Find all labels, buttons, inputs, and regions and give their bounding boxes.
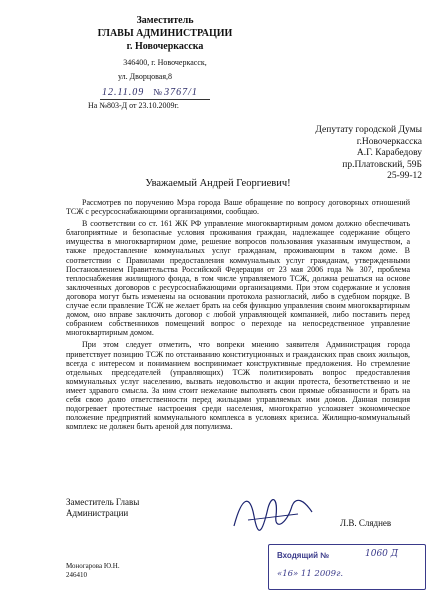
- stamp-date: «16» 11 2009г.: [277, 569, 344, 579]
- addressee-line: 25-99-12: [387, 171, 422, 181]
- registration-date: 12.11.09: [102, 87, 145, 98]
- letter-body: [66, 198, 410, 434]
- body-paragraph: При этом следует отметить, что вопреки мнению заявителя Администрация города приветствует позицию ТСЖ по отстаиванию конституционных и гражданских прав своих жильцов, всегда с интересом и пониманием воспринимает конструктивные предложения. Но стремление отдельных председателей (управляющих) ТСЖ политизировать вопрос предоставления коммунальных услуг населению, вызвать недовольство и акции протеста, безответственно и не имеет здравого смысла. За ним стоит нежелание выполнять свои прямые обязанности и брать на себя свою долю ответственности перед жильцами управляемых ими домов. Данная позиция подогревает протестные настроения среди населения, многократно усложняет экономическое положение предприятий коммунального комплекса в условиях кризиса. Жилищно-коммунальный комплекс не должен быть ареной для популизма.: [66, 340, 410, 432]
- body-paragraph: В соответствии со ст. 161 ЖК РФ управление многоквартирным домом должно обеспечивать благоприятные и безопасные условия проживания граждан, надлежащее содержание общего имущества в многоквартирном доме, решение вопросов пользования указанным имуществом, а также предоставление коммунальных услуг гражданам, проживающим в таком доме. В соответствии с Правилами предоставления коммунальных услуг гражданам, утвержденными Постановлением Правительства Российской Федерации от 23 мая 2006 года № 307, проблема теплоснабжения жилищного фонда, в том числе управляемого ТСЖ, должна решаться на основе заключенных договоров с ресурсоснабжающими организациями. При этом содержание и условия договора могут быть изменены на основании протокола разногласий, либо в судебном порядке. В случае если правление ТСЖ не желает брать на себя функцию управления своим многоквартирным домом, оно вправе заключить договор с любой управляющей компанией, либо поставить перед собранием собственников помещений вопрос о переходе на непосредственное управление многоквартирным домом.: [66, 219, 410, 338]
- body-paragraph: Рассмотрев по поручению Мэра города Ваше обращение по вопросу договорных отношений ТСЖ с ресурсоснабжающими организациями, сообщаю.: [66, 198, 410, 217]
- letterhead-address-line1: 346400, г. Новочеркасск,: [123, 58, 207, 67]
- letterhead-title-line2: ГЛАВЫ АДМИНИСТРАЦИИ: [97, 28, 233, 39]
- letterhead-street: ул. Дворцовая,8: [118, 72, 173, 81]
- letterhead-address: [60, 57, 270, 68]
- incoming-stamp: [268, 544, 426, 590]
- registration-number-prefix: №: [153, 87, 162, 97]
- addressee-block: [262, 125, 422, 183]
- letterhead: [60, 14, 270, 67]
- addressee-line: г.Новочеркасска: [356, 136, 422, 147]
- registration-underline: [100, 99, 210, 100]
- signatory-title-line1: Заместитель Главы: [66, 497, 140, 507]
- letterhead-title-line1: Заместитель: [136, 15, 194, 26]
- stamp-number: 1060 Д: [365, 549, 399, 559]
- signatory-title-line2: Администрации: [66, 508, 129, 518]
- executor-phone: 246410: [66, 571, 87, 579]
- registration-handwritten: [102, 87, 198, 98]
- registration-number: 3767/1: [164, 87, 198, 98]
- addressee-line: пр.Платовский, 59Б: [342, 159, 422, 170]
- handwritten-signature: [228, 486, 318, 536]
- letterhead-title-line3: г. Новочеркасска: [126, 41, 204, 52]
- stamp-label: Входящий №: [277, 551, 330, 560]
- greeting: Уважаемый Андрей Георгиевич!: [145, 178, 291, 189]
- executor-info: [66, 562, 120, 580]
- executor-name: Моногарова Ю.Н.: [66, 562, 120, 570]
- signatory-name: Л.В. Сляднев: [340, 518, 392, 528]
- addressee-line: Депутату городской Думы: [315, 125, 422, 135]
- signatory-title: [66, 497, 139, 519]
- addressee-line: А.Г. Карабедову: [356, 148, 422, 158]
- reference-line: На №803-Д от 23.10.2009г.: [88, 101, 179, 110]
